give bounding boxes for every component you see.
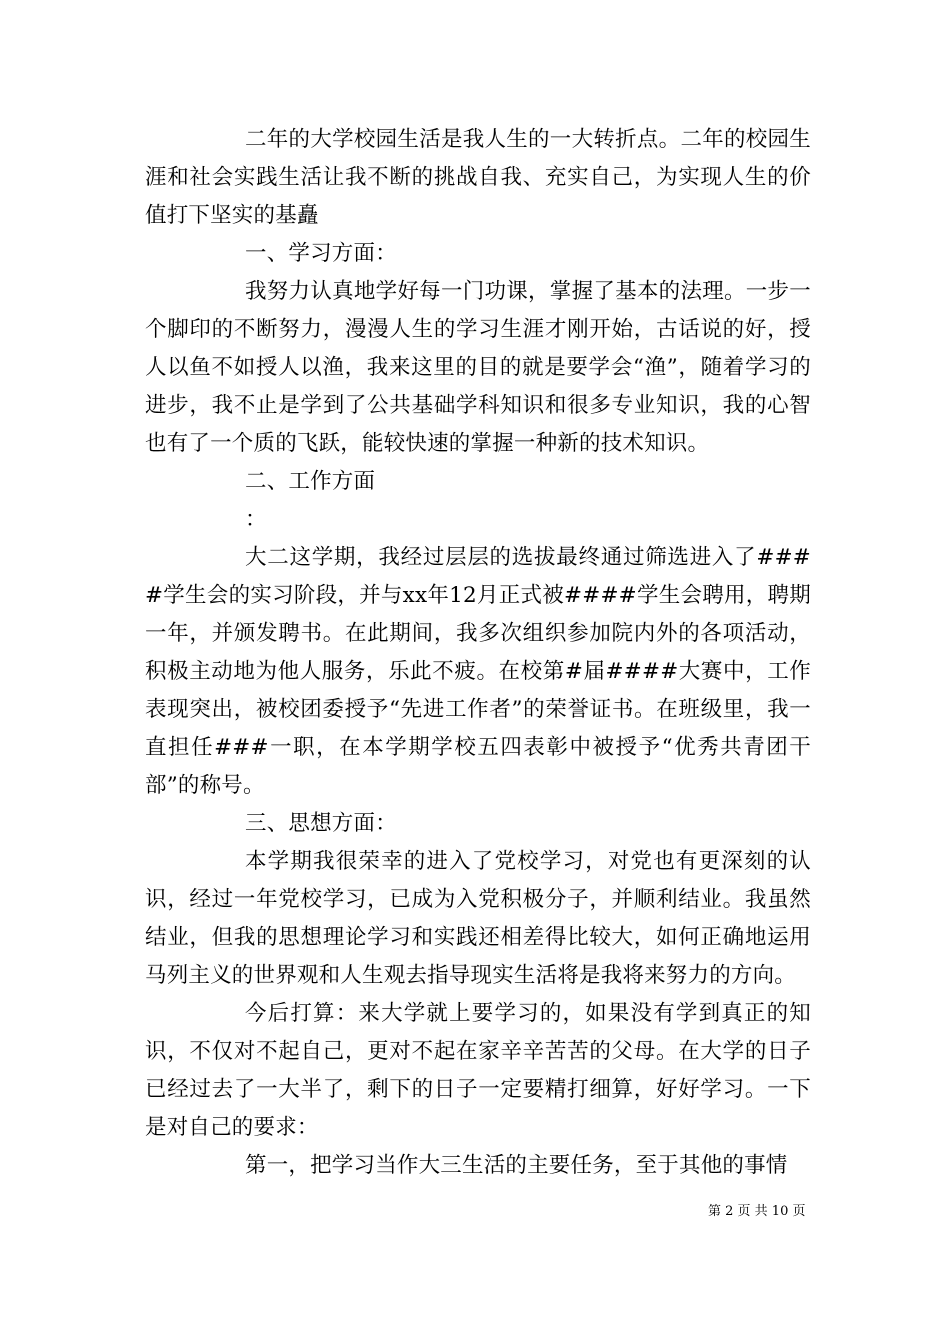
heading-thought: 三、思想方面： bbox=[245, 811, 397, 836]
heading-work: 二、工作方面 bbox=[245, 469, 376, 494]
page-number-footer: 第 2 页 共 10 页 bbox=[708, 1204, 806, 1219]
document-body bbox=[145, 121, 811, 1185]
paragraph-work: 大二这学期，我经过层层的选拔最终通过筛选进入了####学生会的实习阶段，并与xx年12月正式被####学生会聘用，聘期一年，并颁发聘书。在此期间，我多次组织参加院内外的各项活动，积极主动地为他人服务，乐此不疲。在校第#届####大赛中，工作表现突出，被校团委授予“先进工作者”的荣誉证书。在班级里，我一直担任###一职，在本学期学校五四表彰中被授予“优秀共青团干部”的称号。 bbox=[145, 545, 811, 798]
heading-study: 一、学习方面： bbox=[245, 241, 397, 266]
paragraph-plans: 今后打算：来大学就上要学习的，如果没有学到真正的知识，不仅对不起自己，更对不起在家辛辛苦苦的父母。在大学的日子已经过去了一大半了，剩下的日子一定要精打细算，好好学习。一下是对自己的要求： bbox=[145, 1001, 811, 1140]
heading-work-colon: ： bbox=[245, 507, 267, 532]
paragraph-study: 我努力认真地学好每一门功课，掌握了基本的法理。一步一个脚印的不断努力，漫漫人生的学习生涯才刚开始，古话说的好，授人以鱼不如授人以渔，我来这里的目的就是要学会“渔”，随着学习的进步，我不止是学到了公共基础学科知识和很多专业知识，我的心智也有了一个质的飞跃，能较快速的掌握一种新的技术知识。 bbox=[145, 279, 811, 456]
paragraph-thought: 本学期我很荣幸的进入了党校学习，对党也有更深刻的认识，经过一年党校学习，已成为入党积极分子，并顺利结业。我虽然结业，但我的思想理论学习和实践还相差得比较大，如何正确地运用马列主义的世界观和人生观去指导现实生活将是我将来努力的方向。 bbox=[145, 849, 811, 988]
paragraph-first-requirement: 第一，把学习当作大三生活的主要任务，至于其他的事情 bbox=[245, 1153, 788, 1178]
paragraph-intro: 二年的大学校园生活是我人生的一大转折点。二年的校园生涯和社会实践生活让我不断的挑战自我、充实自己，为实现人生的价值打下坚实的基矗 bbox=[145, 127, 811, 228]
